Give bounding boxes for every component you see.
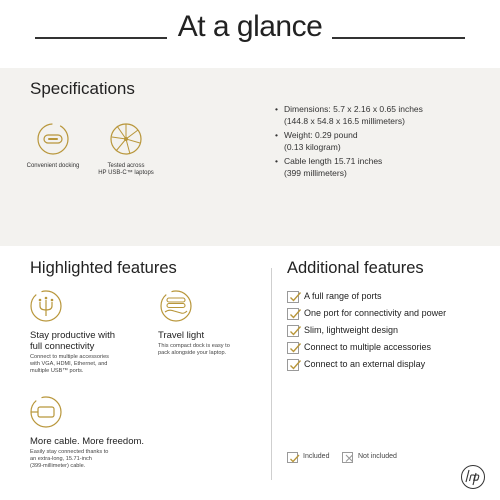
features-section — [0, 246, 500, 500]
title-band — [0, 0, 500, 68]
wheel-spokes-icon — [108, 121, 144, 157]
specifications-title: Specifications — [30, 79, 135, 98]
usb-c-connector-icon — [35, 121, 71, 157]
dock-in-hand-icon — [158, 288, 194, 324]
additional-feature-label: One port for connectivity and power — [304, 308, 447, 318]
hp-logo-icon — [461, 465, 485, 489]
included-legend-icon — [287, 452, 298, 463]
spec-list — [275, 104, 495, 182]
feature-cable-heading: More cable. More freedom. — [30, 436, 145, 447]
spec-item-dimensions: • Dimensions: 5.7 x 2.16 x 0.65 inches (144.8 x 54.8 x 16.5 millimeters) — [275, 104, 495, 127]
list-item — [287, 290, 487, 307]
legend-not-included-label: Not included — [358, 453, 397, 460]
feature-travel-description: This compact dock is easy to pack alongside your laptop. — [158, 343, 230, 357]
included-check-icon — [287, 308, 299, 320]
list-item — [287, 358, 487, 375]
spec-caption-tested: Tested across HP USB-C™ laptops — [98, 163, 154, 176]
not-included-legend-icon — [342, 452, 353, 463]
list-item — [287, 307, 487, 324]
feature-connectivity-heading: Stay productive with full connectivity — [30, 330, 116, 352]
list-item — [287, 341, 487, 358]
column-divider — [271, 268, 272, 480]
feature-cable-description: Easily stay connected thanks to an extra-long, 15.71-inch (399-millimeter) cable. — [30, 449, 109, 470]
connectivity-trident-icon — [28, 288, 64, 324]
long-cable-icon — [28, 394, 64, 430]
included-check-icon — [287, 342, 299, 354]
legend-included-label: Included — [303, 453, 330, 460]
specifications-section — [0, 68, 500, 246]
additional-features-list — [287, 290, 487, 375]
title-rule-right — [332, 37, 465, 39]
spec-item-weight: • Weight: 0.29 pound (0.13 kilogram) — [275, 130, 495, 153]
spec-item-cable-length: • Cable length 15.71 inches (399 millimeters) — [275, 156, 495, 179]
feature-travel-heading: Travel light — [158, 330, 205, 341]
additional-feature-label: Slim, lightweight design — [304, 325, 399, 335]
included-check-icon — [287, 291, 299, 303]
feature-connectivity-description: Connect to multiple accessories with VGA, HDMI, Ethernet, and multiple USB™ ports. — [30, 354, 109, 375]
spec-caption-docking: Convenient docking — [26, 163, 80, 169]
highlighted-features-title: Highlighted features — [30, 259, 177, 277]
additional-feature-label: Connect to multiple accessories — [304, 342, 432, 352]
list-item — [287, 324, 487, 341]
page-title: At a glance — [177, 10, 323, 43]
legend — [287, 452, 487, 466]
included-check-icon — [287, 325, 299, 337]
additional-features-title: Additional features — [287, 259, 424, 277]
additional-feature-label: A full range of ports — [304, 291, 382, 301]
additional-feature-label: Connect to an external display — [304, 359, 426, 369]
included-check-icon — [287, 359, 299, 371]
